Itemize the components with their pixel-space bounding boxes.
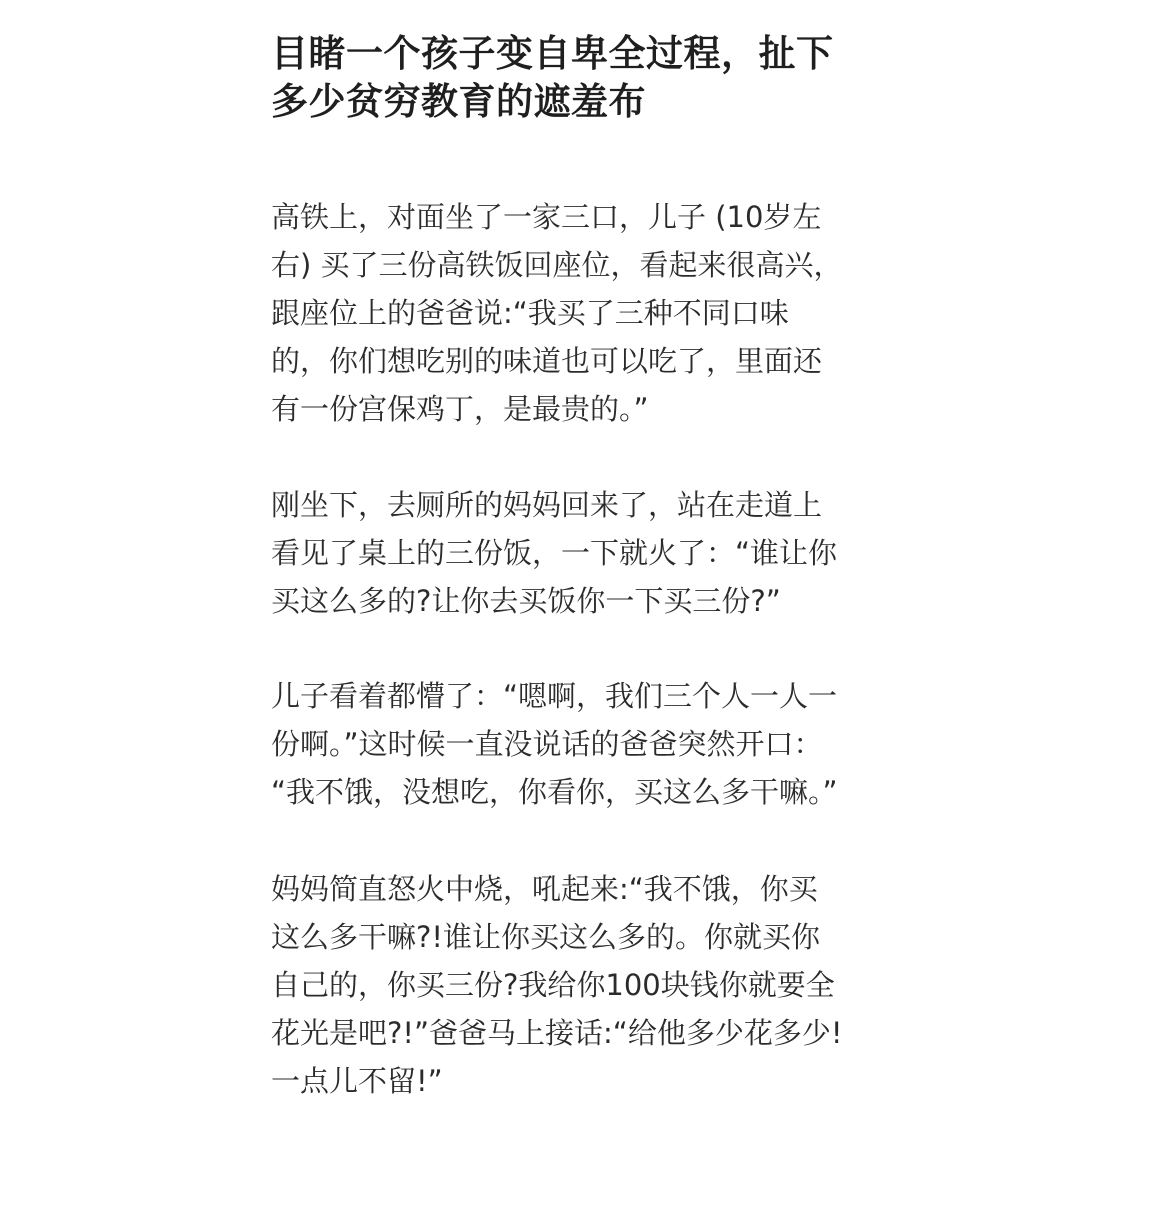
- text-line: 自己的，你买三份?我给你100块钱你就要全: [271, 968, 835, 1002]
- text-line: “我不饿，没想吃，你看你，买这么多干嘛。”: [271, 775, 838, 809]
- text-line: 跟座位上的爸爸说:“我买了三种不同口味: [271, 296, 789, 330]
- text-line: 的，你们想吃别的味道也可以吃了，里面还: [271, 344, 823, 378]
- text-line: 看见了桌上的三份饭，一下就火了：“谁让你: [271, 536, 838, 570]
- title-line: 目睹一个孩子变自卑全过程，扯下: [271, 32, 834, 75]
- paragraph-2: [271, 481, 911, 625]
- text-line: 妈妈简直怒火中烧，吼起来:“我不饿，你买: [271, 872, 818, 906]
- text-line: 一点儿不留!”: [271, 1064, 443, 1098]
- text-line: 刚坐下，去厕所的妈妈回来了，站在走道上: [271, 488, 823, 522]
- text-line: 有一份宫保鸡丁，是最贵的。”: [271, 392, 649, 426]
- text-line: 儿子看着都懵了：“嗯啊，我们三个人一人一: [271, 679, 838, 713]
- text-line: 高铁上，对面坐了一家三口，儿子 (10岁左: [271, 200, 822, 234]
- text-line: 右) 买了三份高铁饭回座位，看起来很高兴，: [271, 248, 843, 282]
- text-line: 买这么多的?让你去买饭你一下买三份?”: [271, 584, 781, 618]
- text-line: 份啊。”这时候一直没说话的爸爸突然开口：: [271, 727, 823, 761]
- paragraph-3: [271, 672, 911, 816]
- paragraph-4: [271, 865, 911, 1105]
- title-line: 多少贫穷教育的遮羞布: [271, 80, 646, 123]
- text-line: 花光是吧?!”爸爸马上接话:“给他多少花多少!: [271, 1016, 843, 1050]
- text-line: 这么多干嘛?!谁让你买这么多的。你就买你: [271, 920, 821, 954]
- article-title: [271, 30, 911, 126]
- paragraph-1: [271, 193, 911, 433]
